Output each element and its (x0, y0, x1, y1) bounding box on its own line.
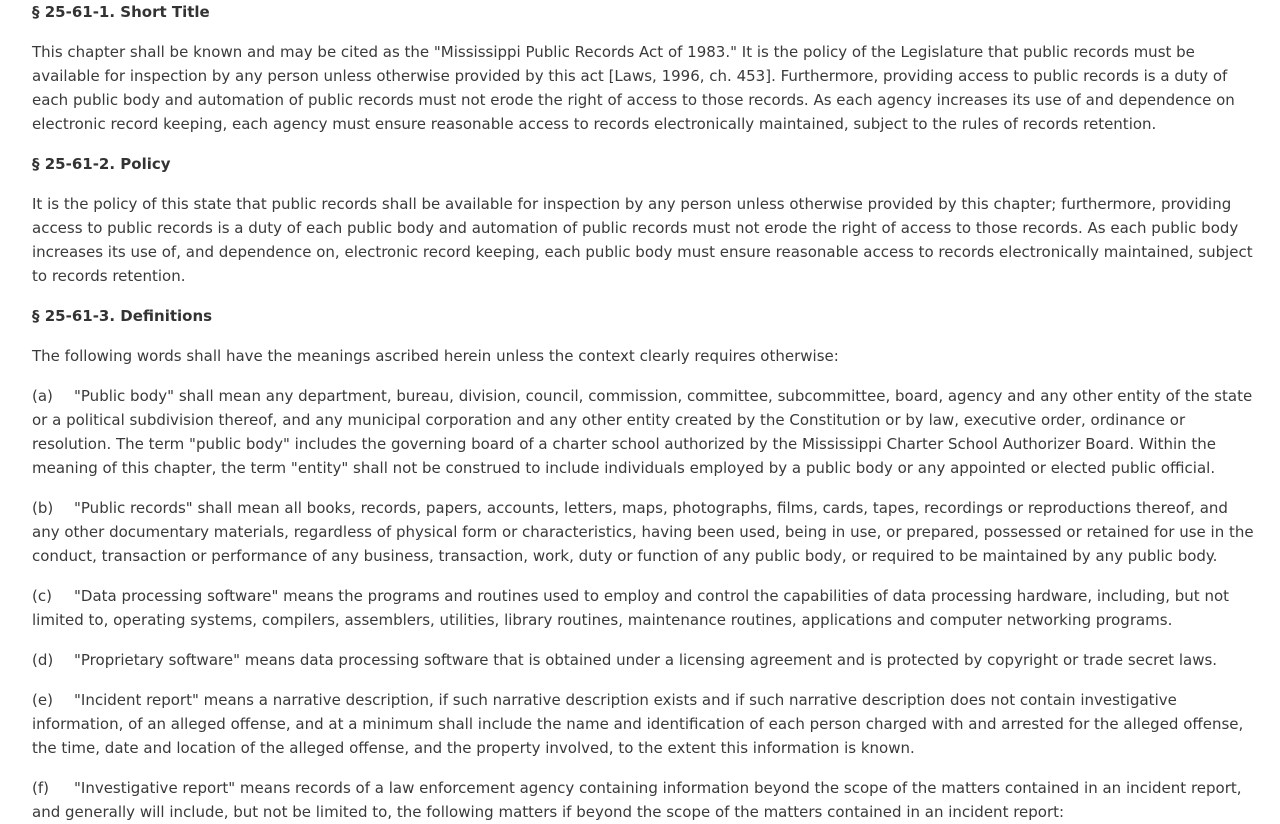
definition-text: "Public body" shall mean any department, bureau, division, council, commission, committee, subcommittee, board, agency and any other entity of the state or a political subdivision thereof, and any municipal corporation and any other entity created by the Constitution or by law, executive order, ordinance or resolution. The term "public body" includes the governing board of a charter school authorized by the Mississippi Charter School Authorizer Board. Within the meaning of this chapter, the term "entity" shall not be construed to include individuals employed by a public body or any appointed or elected public official. (32, 387, 1253, 477)
definition-letter: (b) (32, 499, 54, 517)
definition-item-f (32, 776, 1256, 824)
definition-item-b (32, 496, 1256, 568)
definition-text: "Proprietary software" means data processing software that is obtained under a licensing agreement and is protected by copyright or trade secret laws. (74, 651, 1218, 669)
definition-item-e (32, 688, 1256, 760)
definition-letter: (f) (32, 779, 49, 797)
short-title-paragraph: This chapter shall be known and may be cited as the "Mississippi Public Records Act of 1983." It is the policy of the Legislature that public records must be available for inspection by any person unless otherwise provided by this act [Laws, 1996, ch. 453]. Furthermore, providing access to public records is a duty of each public body and automation of public records must not erode the right of access to those records. As each agency increases its use of and dependence on electronic record keeping, each agency must ensure reasonable access to records electronically maintained, subject to the rules of records retention. (32, 43, 1235, 133)
definition-letter: (c) (32, 587, 52, 605)
definition-letter: (d) (32, 651, 54, 669)
definition-letter: (a) (32, 387, 53, 405)
definitions-intro: The following words shall have the meanings ascribed herein unless the context clearly requires otherwise: (32, 347, 839, 365)
policy-paragraph: It is the policy of this state that public records shall be available for inspection by any person unless otherwise provided by this chapter; furthermore, providing access to public records is a duty of each public body and automation of public records must not erode the right of access to those records. As each public body increases its use of, and dependence on, electronic record keeping, each public body must ensure reasonable access to records electronically maintained, subject to records retention. (32, 195, 1253, 285)
definition-item-a (32, 384, 1256, 480)
definition-item-d (32, 648, 1256, 672)
definition-text: "Data processing software" means the programs and routines used to employ and control the capabilities of data processing hardware, including, but not limited to, operating systems, compilers, assemblers, utilities, library routines, maintenance routines, applications and computer networking programs. (32, 587, 1230, 629)
definition-text: "Investigative report" means records of a law enforcement agency containing information beyond the scope of the matters contained in an incident report, and generally will include, but not be limited to, the following matters if beyond the scope of the matters contained in an incident report: (32, 779, 1242, 821)
definition-item-c (32, 584, 1256, 632)
definition-letter: (e) (32, 691, 53, 709)
section-heading-policy: § 25-61-2. Policy (32, 155, 171, 173)
section-heading-short-title: § 25-61-1. Short Title (32, 3, 210, 21)
definition-text: "Incident report" means a narrative description, if such narrative description exists and if such narrative description does not contain investigative information, of an alleged offense, and at a minimum shall include the name and identification of each person charged with and arrested for the alleged offense, the time, date and location of the alleged offense, and the property involved, to the extent this information is known. (32, 691, 1244, 757)
definition-text: "Public records" shall mean all books, records, papers, accounts, letters, maps, photographs, films, cards, tapes, recordings or reproductions thereof, and any other documentary materials, regardless of physical form or characteristics, having been used, being in use, or prepared, possessed or retained for use in the conduct, transaction or performance of any business, transaction, work, duty or function of any public body, or required to be maintained by any public body. (32, 499, 1254, 565)
section-heading-definitions: § 25-61-3. Definitions (32, 307, 213, 325)
